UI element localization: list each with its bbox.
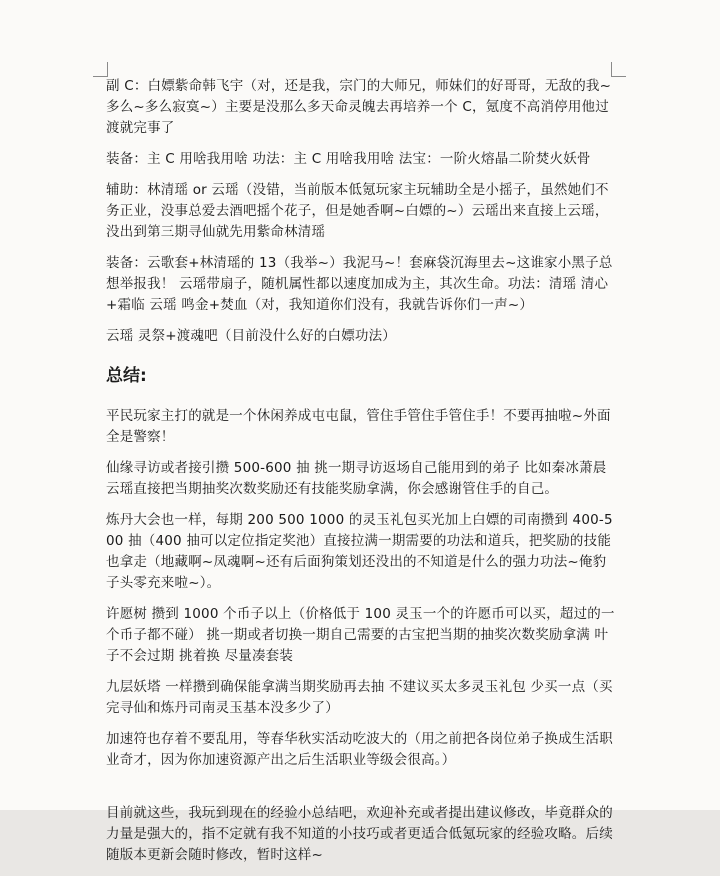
paragraph-summary-liandan: 炼丹大会也一样，每期 200 500 1000 的灵玉礼包买光加上白嫖的司南攒到 400-500 抽（400 抽可以定位指定奖池）直接拉满一期需要的功法和道兵，把奖励的技能也拿走（地藏啊~凤魂啊~还有后面狗策划还没出的不知道是什么的强力功法~俺豹子头零充来啦~）。 xyxy=(106,512,613,591)
paragraph-summary-intro: 平民玩家主打的就是一个休闲养成屯屯鼠，管住手管住手管住手！不要再抽啦~外面全是警察！ xyxy=(106,408,611,445)
summary-heading: 总结: xyxy=(106,366,147,386)
page-margin-marker-top-left xyxy=(93,62,108,77)
paragraph-support: 辅助：林清瑶 or 云瑶（没错，当前版本低氪玩家主玩辅助全是小摇子，虽然她们不务正业，没事总爱去酒吧摇个花子，但是她香啊~白嫖的~）云瑶出来直接上云瑶，没出到第三期寻仙就先用紫命林清瑶 xyxy=(106,182,609,240)
paragraph-closing: 目前就这些，我玩到现在的经验小总结吧，欢迎补充或者提出建议修改，毕竟群众的力量是强大的，指不定就有我不知道的小技巧或者更适合低氪玩家的经验攻略。后续随版本更新会随时修改，暂时这样~ xyxy=(106,805,613,863)
paragraph-summary-wishtree: 许愿树 攒到 1000 个币子以上（价格低于 100 灵玉一个的许愿币可以买，超过的一个币子都不碰） 挑一期或者切换一期自己需要的古宝把当期的抽奖次数奖励拿满 叶子不会过期 挑着换 尽量凑套装 xyxy=(106,606,615,664)
paragraph-support-equipment: 装备：云歌套+林清瑶的 13（我举~）我泥马~！套麻袋沉海里去~这谁家小黑子总想举报我！ 云瑶带扇子，随机属性都以速度加成为主，其次生命。功法：清瑶 清心+霜临 云瑶 鸣金+焚血（对，我知道你们没有，我就告诉你们一声~） xyxy=(106,255,613,313)
paragraph-secondary-c: 副 C：白嫖紫命韩飞宇（对，还是我，宗门的大师兄，师妹们的好哥哥，无敌的我~多么~多么寂寞~）主要是没那么多天命灵魄去再培养一个 C，氪度不高消停用他过渡就完事了 xyxy=(106,78,612,136)
page-margin-marker-top-right xyxy=(611,62,626,77)
paragraph-equipment-c: 装备：主 C 用啥我用啥 功法：主 C 用啥我用啥 法宝：一阶火熔晶二阶焚火妖骨 xyxy=(106,151,591,167)
paragraph-summary-accelerator: 加速符也存着不要乱用，等春华秋实活动吃波大的（用之前把各岗位弟子换成生活职业奇才，因为你加速资源产出之后生活职业等级会很高。） xyxy=(106,731,613,768)
paragraph-summary-xianyuan: 仙缘寻访或者接引攒 500-600 抽 挑一期寻访返场自己能用到的弟子 比如秦冰萧晨 云瑶直接把当期抽奖次数奖励还有技能奖励拿满，你会感谢管住手的自己。 xyxy=(106,460,607,497)
blank-line xyxy=(106,781,616,803)
document-body xyxy=(106,76,616,876)
paragraph-summary-tower: 九层妖塔 一样攒到确保能拿满当期奖励再去抽 不建议买太多灵玉礼包 少买一点（买完寻仙和炼丹司南灵玉基本没多少了） xyxy=(106,679,613,716)
paragraph-yunyao-skills: 云瑶 灵祭+渡魂吧（目前没什么好的白嫖功法） xyxy=(106,328,397,344)
